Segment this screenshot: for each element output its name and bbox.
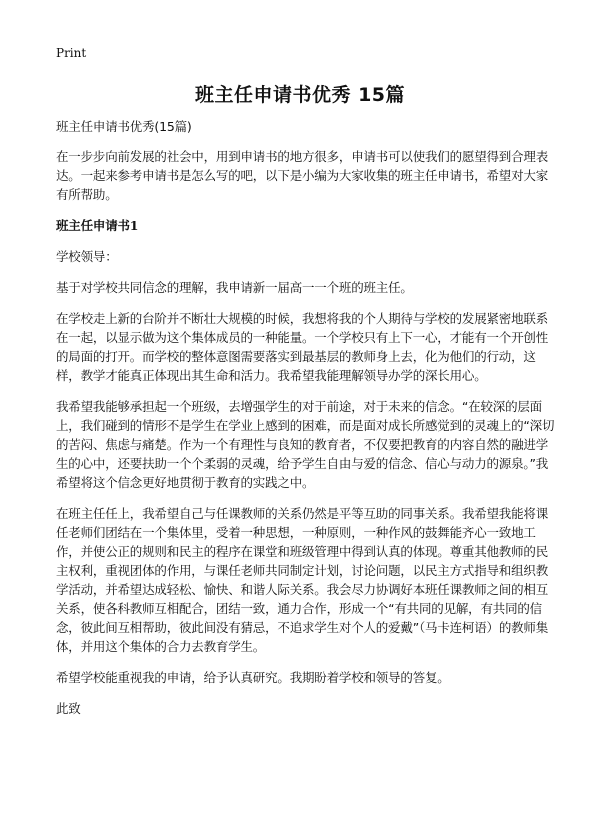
body-paragraph: 在学校走上新的台阶并不断壮大规模的时候，我想将我的个人期待与学校的发展紧密地联系在一起，以显示做为这个集体成员的一种能量。一个学校只有上下一心，才能有一个开创性的局面的打开。而学校的整体意图需要落实到最基层的教师身上去，化为他们的行动，这样，教学才能真正体现出其生命和活力。我希望我能理解领导办学的深长用心。 xyxy=(56,311,549,383)
closing-line: 此致 xyxy=(56,701,81,716)
salutation: 学校领导： xyxy=(56,249,118,264)
section-heading: 班主任申请书1 xyxy=(56,218,139,233)
page-title: 班主任申请书优秀 15篇 xyxy=(194,84,406,106)
document-subtitle: 班主任申请书优秀(15篇) xyxy=(56,119,192,134)
body-paragraph: 希望学校能重视我的申请，给予认真研究。我期盼着学校和领导的答复。 xyxy=(56,670,450,685)
print-link[interactable]: Print xyxy=(56,46,87,60)
document-body xyxy=(56,117,556,730)
body-paragraph: 我希望我能够承担起一个班级，去增强学生的对于前途，对于未来的信念。“在较深的层面上，我们碰到的情形不是学生在学业上感到的困难，而是面对成长所感觉到的灵魂上的“深切的苦闷、焦虑与痛楚。作为一个有理性与良知的教育者，不仅要把教育的内容自然的融进学生的心中，还要扶助一个个柔弱的灵魂，给予学生自由与爱的信念、信心与动力的源泉。”我希望将这个信念更好地贯彻于教育的实践之中。 xyxy=(56,399,555,490)
body-paragraph: 在班主任任上，我希望自己与任课教师的关系仍然是平等互助的同事关系。我希望我能将课任老师们团结在一个集体里，受着一种思想，一种原则，一种作风的鼓舞能齐心一致地工作，并使公正的规则和民主的程序在课堂和班级管理中得到认真的体现。尊重其他教师的民主权利，重视团体的作用，与课任老师共同制定计划，讨论问题，以民主方式指导和组织教学活动，并希望达成轻松、愉快、和谐人际关系。我会尽力协调好本班任课教师之间的相互关系，使各科教师互相配合，团结一致，通力合作，形成一个“有共同的见解，有共同的信念，彼此间互相帮助，彼此间没有猜忌，不追求学生对个人的爱戴”（马卡连柯语）的教师集体，并用这个集体的合力去教育学生。 xyxy=(56,506,549,654)
body-paragraph: 基于对学校共同信念的理解，我申请新一届高一一个班的班主任。 xyxy=(56,280,413,295)
intro-paragraph: 在一步步向前发展的社会中，用到申请书的地方很多，申请书可以使我们的愿望得到合理表达。一起来参考申请书是怎么写的吧，以下是小编为大家收集的班主任申请书，希望对大家有所帮助。 xyxy=(56,149,549,202)
